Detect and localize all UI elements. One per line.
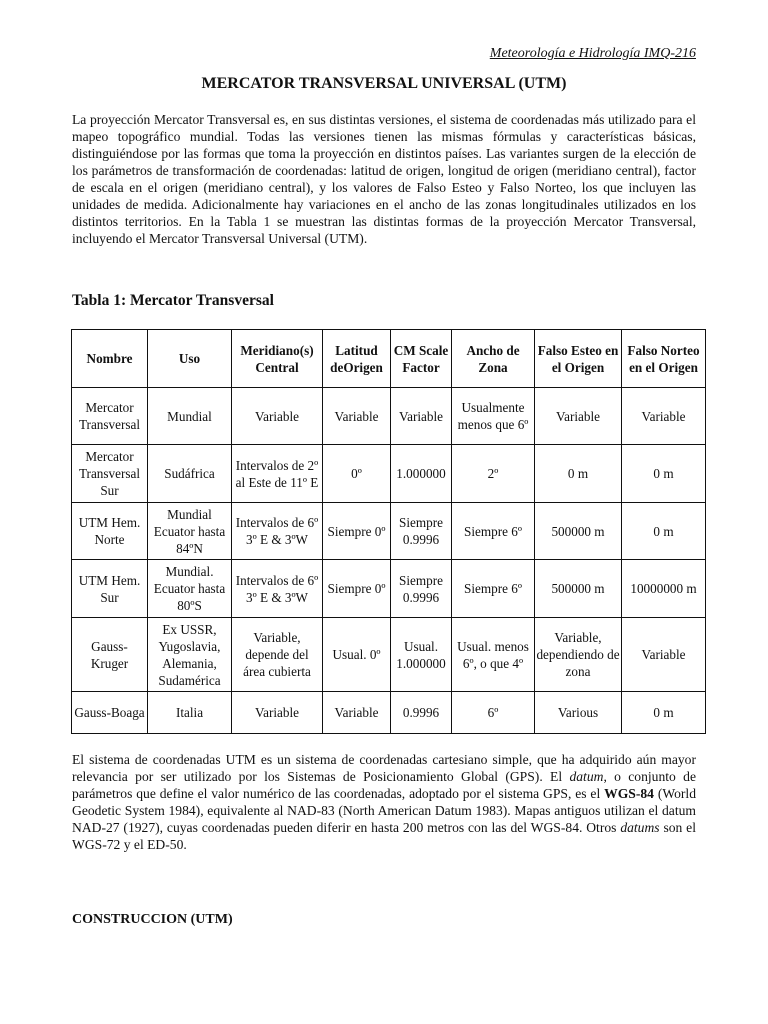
- table-cell: Usual. 0º: [323, 618, 391, 692]
- table-cell: Variable: [232, 692, 323, 734]
- table-cell: Variable, depende del área cubierta: [232, 618, 323, 692]
- table-cell: 0 m: [622, 503, 706, 560]
- paragraph-text: (World Geodetic System 1984), equivalente al NAD-83 (North American Datum 1983). Mapas antiguos utilizan el datum NAD-27 (1927), cuyas coordenadas pueden diferir en hasta 200 metros con las del WGS-84. Otros: [72, 786, 696, 835]
- table-cell: UTM Hem. Norte: [72, 503, 148, 560]
- table-cell: 500000 m: [535, 560, 622, 618]
- header-cell: Nombre: [72, 330, 148, 388]
- table-cell: Usual. menos 6º, o que 4º: [452, 618, 535, 692]
- table-cell: Italia: [148, 692, 232, 734]
- table-row: [72, 445, 706, 503]
- paragraph-text: son el WGS-72 y el ED-50.: [72, 820, 696, 852]
- table-cell: Variable: [622, 618, 706, 692]
- table-cell: Intervalos de 2º al Este de 11º E: [232, 445, 323, 503]
- paragraph-text: , o conjunto de parámetros que define el valor numérico de las coordenadas, adoptado por el sistema GPS, es el: [72, 769, 696, 801]
- datum-term: datum: [569, 769, 604, 784]
- wgs84-term: WGS-84: [604, 786, 654, 801]
- table-cell: Mundial. Ecuator hasta 80ºS: [148, 560, 232, 618]
- table-cell: Siempre 6º: [452, 560, 535, 618]
- table-cell: Usual. 1.000000: [391, 618, 452, 692]
- table-cell: 0 m: [622, 692, 706, 734]
- table-cell: Variable: [232, 388, 323, 445]
- table-cell: Intervalos de 6º 3º E & 3ºW: [232, 503, 323, 560]
- header-cell: CM Scale Factor: [391, 330, 452, 388]
- intro-paragraph: La proyección Mercator Transversal es, en sus distintas versiones, el sistema de coordenadas más utilizado para el mapeo topográfico mundial. Todas las versiones tienen las mismas fórmulas y características básicas, distinguiéndose por las formas que toma la proyección en distintos países. Las variantes surgen de la elección de los parámetros de transformación de coordenadas: latitud de origen, longitud de origen (meridiano central), factor de escala en el origen (meridiano central), y los valores de Falso Esteo y Falso Norteo, los que incluyen las unidades de medida. Adicionalmente hay variaciones en el ancho de las zonas longitudinales utilizados en los distintos territorios. En la Tabla 1 se muestran las distintas formas de la proyección Mercator Transversal, incluyendo el Mercator Transversal Universal (UTM).: [72, 112, 696, 246]
- table-row: [72, 560, 706, 618]
- running-header: Meteorología e Hidrología IMQ-216: [489, 46, 696, 61]
- table-cell: Various: [535, 692, 622, 734]
- table-row: [72, 692, 706, 734]
- table-cell: Mercator Transversal Sur: [72, 445, 148, 503]
- table-row: [72, 503, 706, 560]
- table-cell: Siempre 0º: [323, 560, 391, 618]
- table-caption: Tabla 1: Mercator Transversal: [72, 292, 274, 309]
- table-cell: 0 m: [535, 445, 622, 503]
- table-cell: 0º: [323, 445, 391, 503]
- table-cell: Variable: [535, 388, 622, 445]
- table-cell: Ex USSR, Yugoslavia, Alemania, Sudamérica: [148, 618, 232, 692]
- table-header-row: [72, 330, 706, 388]
- table-cell: 0.9996: [391, 692, 452, 734]
- table-row: [72, 388, 706, 445]
- table-cell: 500000 m: [535, 503, 622, 560]
- datums-term: datums: [620, 820, 660, 835]
- table-cell: 6º: [452, 692, 535, 734]
- table-cell: Usualmente menos que 6º: [452, 388, 535, 445]
- paragraph-text: El sistema de coordenadas UTM es un sistema de coordenadas cartesiano simple, que ha adquirido aún mayor relevancia por ser utilizado por los Sistemas de Posicionamiento Global (GPS). El: [72, 752, 696, 784]
- utm-paragraph: [72, 751, 696, 853]
- header-cell: Latitud deOrigen: [323, 330, 391, 388]
- mercator-table: [71, 329, 706, 734]
- table-cell: Siempre 0.9996: [391, 560, 452, 618]
- table-cell: Variable: [323, 388, 391, 445]
- table-cell: 10000000 m: [622, 560, 706, 618]
- table-cell: Mundial: [148, 388, 232, 445]
- header-cell: Falso Norteo en el Origen: [622, 330, 706, 388]
- page-title: MERCATOR TRANSVERSAL UNIVERSAL (UTM): [201, 75, 567, 92]
- header-cell: Meridiano(s) Central: [232, 330, 323, 388]
- section-heading: CONSTRUCCION (UTM): [72, 912, 233, 927]
- table-cell: Gauss-Boaga: [72, 692, 148, 734]
- table-cell: Siempre 0º: [323, 503, 391, 560]
- table-cell: Variable: [391, 388, 452, 445]
- table-cell: Variable, dependiendo de zona: [535, 618, 622, 692]
- table-cell: UTM Hem. Sur: [72, 560, 148, 618]
- table-cell: Gauss-Kruger: [72, 618, 148, 692]
- table-row: [72, 618, 706, 692]
- table-cell: Siempre 6º: [452, 503, 535, 560]
- table-cell: Mercator Transversal: [72, 388, 148, 445]
- table-cell: 0 m: [622, 445, 706, 503]
- table-cell: Intervalos de 6º 3º E & 3ºW: [232, 560, 323, 618]
- header-cell: Ancho de Zona: [452, 330, 535, 388]
- table-cell: Variable: [622, 388, 706, 445]
- table-cell: Sudáfrica: [148, 445, 232, 503]
- table-cell: 1.000000: [391, 445, 452, 503]
- table-cell: Mundial Ecuator hasta 84ºN: [148, 503, 232, 560]
- header-cell: Falso Esteo en el Origen: [535, 330, 622, 388]
- header-cell: Uso: [148, 330, 232, 388]
- table-cell: 2º: [452, 445, 535, 503]
- table-cell: Variable: [323, 692, 391, 734]
- table-cell: Siempre 0.9996: [391, 503, 452, 560]
